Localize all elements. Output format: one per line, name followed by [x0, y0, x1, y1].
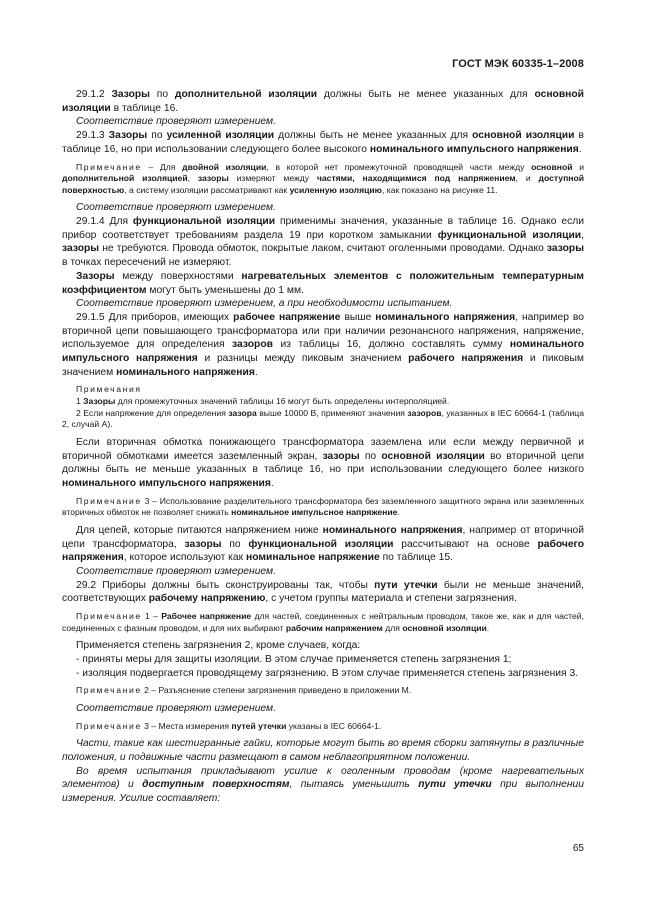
text-run: Для цепей, которые питаются напряжением ниже: [76, 524, 323, 536]
text-run: должны быть не менее указанных для: [274, 130, 473, 142]
text-run: , а систему изоляции рассматривают как: [124, 184, 290, 195]
note-paragraph: [62, 611, 584, 634]
text-run: 1: [76, 396, 84, 407]
text-paragraph: [62, 639, 584, 653]
text-paragraph: [62, 737, 584, 764]
bold-term: основной изоляции: [402, 622, 487, 633]
bold-term: зазоры: [62, 243, 100, 255]
text-paragraph: [62, 129, 584, 156]
text-paragraph: [62, 765, 584, 806]
bold-term: доступным поверхностям: [142, 779, 290, 791]
text-paragraph: [62, 311, 584, 380]
text-run: Применяется степень загрязнения 2, кроме случаев, когда:: [76, 640, 361, 652]
text-run: рассчитывают на основе: [393, 538, 538, 550]
text-run: и разницы между пиковым значением: [197, 353, 409, 365]
text-run: для: [382, 622, 403, 633]
standard-header: ГОСТ МЭК 60335-1–2008: [452, 58, 584, 70]
text-run: , с учетом группы материала и степени загрязнения.: [265, 593, 517, 605]
text-run: при выполнении измерения. Усилие составляет:: [62, 779, 584, 805]
text-run: .: [397, 507, 400, 518]
text-run: выше 10000 В, применяют значения: [256, 407, 408, 418]
text-paragraph: [62, 297, 584, 311]
text-run: - изоляция подвергается проводящему загрязнению. В этом случае применяется степень загрязнения 3.: [76, 667, 579, 679]
text-run: .: [486, 622, 490, 633]
bold-term: рабочего напряжения: [62, 538, 584, 564]
text-run: измеряют между: [228, 173, 317, 184]
text-run: во вторичной цепи должны быть не меньше указанных в таблице 16, но при использовании следующего более низкого: [62, 450, 584, 476]
bold-term: функциональной изоляции: [248, 538, 394, 550]
text-run: из таблицы 16, должно составлять сумму: [272, 339, 510, 351]
bold-term: доступной поверхностью: [62, 173, 584, 195]
note-paragraph: [62, 685, 584, 697]
text-paragraph: [62, 524, 584, 565]
text-run: , например во вторичной цепи повышающего трансформатора или при наличии резонансного напряжения, напряжение, используемое для определения: [62, 311, 584, 351]
bold-term: Зазоры: [76, 270, 115, 282]
text-run: не требуются. Провода обмоток, покрытые лаком, считают оголенными проводами. Однако: [99, 243, 547, 255]
bold-term: зазоры: [546, 243, 584, 255]
text-run: , и: [515, 173, 539, 184]
text-run: Во время испытания прикладывают усилие к оголенным проводам (кроме нагревательных элементов) и: [62, 765, 584, 791]
text-run: 29.1.5 Для приборов, имеющих: [76, 311, 234, 323]
text-run: .: [270, 477, 274, 489]
bold-term: номинальное напряжение: [246, 552, 380, 564]
text-run: для частей, соединенных с нейтральным проводом, такое же, как и для частей, соединенных с фазным проводом, и для них выбирают: [62, 611, 584, 633]
text-run: 29.2 Приборы должны быть сконструированы так, чтобы: [76, 579, 375, 591]
text-run: по: [147, 130, 167, 142]
bold-term: нагревательных элементов с положительным температурным коэффициентом: [62, 270, 584, 296]
bold-term: рабочим напряжением: [285, 622, 383, 633]
text-run: .: [254, 366, 258, 378]
text-run: , которое используют как: [123, 552, 246, 564]
bold-term: усиленную изоляцию: [289, 184, 382, 195]
bold-term: Зазоры: [111, 89, 150, 100]
text-run: Части, такие как шестигранные гайки, которые могут быть во время сборки затянуты в различные положения, и подвижные части размещают в самом неблагоприятном положении.: [62, 738, 584, 763]
text-paragraph: [62, 215, 584, 270]
text-paragraph: [62, 270, 584, 297]
bold-term: зазоров: [232, 339, 273, 351]
text-run: применимы значения, указанные в таблице 16. Однако если прибор соответствует требованиям раздела 19 при коротком замыкании: [62, 216, 584, 241]
bold-term: номинального импульсного напряжения: [369, 143, 579, 155]
text-run: , как показано на рисунке 11.: [382, 184, 498, 195]
bold-term: зазоры: [322, 450, 360, 462]
bold-term: путей утечки: [231, 720, 287, 731]
text-run: , пытаясь уменьшить: [289, 779, 419, 791]
bold-term: частями, находящимися под напряжением: [316, 173, 516, 184]
text-run: 1 –: [141, 611, 162, 622]
text-run: – Для: [141, 161, 183, 172]
bold-term: пути утечки: [418, 779, 492, 791]
text-run: Примечания: [76, 384, 142, 395]
text-run: по: [221, 538, 249, 550]
text-run: Примечание: [76, 685, 142, 696]
text-run: 2 Если напряжение для определения: [76, 407, 229, 418]
bold-term: зазоры: [197, 173, 229, 184]
text-paragraph: [62, 115, 584, 129]
text-paragraph: [62, 565, 584, 579]
note-paragraph: [62, 396, 584, 408]
bold-term: рабочего напряжения: [408, 353, 524, 365]
text-run: и пиковым значением: [62, 353, 584, 378]
bold-term: Зазоры: [83, 396, 116, 407]
bold-term: основной: [531, 161, 573, 172]
bold-term: рабочему напряжению: [148, 593, 266, 605]
bold-term: дополнительной изоляцией: [62, 173, 188, 184]
note-paragraph: [62, 496, 584, 519]
text-run: в таблице 16, но при использовании следующего более высокого: [62, 130, 584, 155]
bold-term: функциональной изоляции: [437, 229, 582, 241]
bold-term: зазора: [228, 407, 257, 418]
text-run: Соответствие проверяют измерением.: [76, 565, 276, 577]
bold-term: пути утечки: [374, 579, 438, 591]
bold-term: рабочее напряжение: [233, 311, 341, 323]
text-paragraph: [62, 579, 584, 606]
bold-term: номинального импульсного напряжения: [62, 339, 585, 365]
text-run: 3 – Использование разделительного трансформатора без заземленного защитного экрана или заземленных вторичных обмоток не позволяет снижать: [62, 495, 584, 518]
text-run: должны быть не менее указанных для: [317, 89, 535, 100]
text-paragraph: [62, 667, 584, 681]
note-paragraph: [62, 384, 584, 396]
text-paragraph: [62, 436, 584, 491]
text-run: 29.1.3: [76, 130, 109, 142]
text-paragraph: [62, 653, 584, 667]
bold-term: номинального импульсного напряжения: [62, 477, 271, 489]
text-run: могут быть уменьшены до 1 мм.: [146, 284, 304, 296]
text-run: Примечание: [76, 611, 142, 622]
text-run: , указанных в IEC 60664-1 (таблица 2, случай А).: [62, 407, 584, 430]
text-run: 2 – Разъяснение степени загрязнения приведено в приложении М.: [141, 685, 412, 696]
bold-term: номинальное импульсное напряжение: [231, 507, 398, 518]
text-run: в таблице 16.: [110, 102, 179, 114]
text-run: ,: [581, 229, 584, 241]
text-run: Примечание: [76, 161, 142, 172]
text-run: , например от вторичной цепи трансформатора,: [62, 524, 584, 550]
text-run: выше: [340, 311, 376, 323]
bold-term: двойной изоляции: [182, 161, 267, 172]
bold-term: Зазоры: [108, 130, 148, 142]
text-paragraph: [62, 88, 584, 115]
bold-term: основной изоляции: [472, 130, 575, 142]
body-text: [62, 88, 584, 806]
text-run: в точках пересечений не измеряют.: [62, 257, 232, 269]
text-run: .: [578, 143, 582, 155]
text-run: между поверхностями: [114, 270, 242, 282]
page-number: 65: [572, 843, 584, 854]
bold-term: основной изоляции: [62, 89, 584, 114]
text-run: Примечание: [76, 495, 142, 506]
note-paragraph: [62, 721, 584, 733]
text-paragraph: [62, 702, 584, 716]
text-run: Примечание: [76, 720, 142, 731]
text-run: - приняты меры для защиты изоляции. В этом случае применяется степень загрязнения 1;: [76, 653, 512, 665]
text-run: были не меньше значений, соответствующих: [62, 579, 585, 605]
text-run: Соответствие проверяют измерением.: [76, 116, 276, 128]
text-run: ,: [187, 173, 198, 184]
bold-term: Рабочее напряжение: [161, 611, 252, 622]
bold-term: зазоров: [407, 407, 442, 418]
text-run: , в которой нет промежуточной проводящей части между: [266, 161, 532, 172]
text-run: 3 – Места измерения: [141, 720, 232, 731]
text-run: 29.1.2: [76, 89, 112, 100]
bold-term: номинального напряжения: [375, 311, 516, 323]
text-run: по таблице 15.: [379, 552, 453, 564]
bold-term: основной изоляции: [381, 450, 485, 462]
text-run: по: [359, 450, 382, 462]
text-run: Соответствие проверяют измерением.: [76, 702, 276, 714]
bold-term: номинального напряжения: [322, 524, 463, 536]
text-run: 29.1.4 Для: [76, 216, 133, 227]
text-run: Если вторичная обмотка понижающего трансформатора заземлена или если между первичной и вторичной обмотками имеется заземленный экран,: [62, 436, 584, 462]
text-run: для промежуточных значений таблицы 16 могут быть определены интерполяцией.: [115, 396, 450, 407]
bold-term: усиленной изоляции: [166, 130, 275, 142]
text-run: указаны в IEC 60664-1.: [286, 720, 382, 731]
text-paragraph: [62, 201, 584, 215]
text-run: по: [149, 89, 175, 100]
bold-term: зазоры: [184, 538, 222, 550]
text-run: Соответствие проверяют измерением, а при необходимости испытанием.: [76, 298, 453, 310]
bold-term: дополнительной изоляции: [174, 89, 318, 100]
note-paragraph: [62, 162, 584, 197]
note-paragraph: [62, 408, 584, 431]
bold-term: функциональной изоляции: [132, 216, 276, 227]
bold-term: номинального напряжения: [116, 366, 255, 378]
text-run: и: [572, 161, 584, 172]
text-run: Соответствие проверяют измерением.: [76, 202, 276, 214]
